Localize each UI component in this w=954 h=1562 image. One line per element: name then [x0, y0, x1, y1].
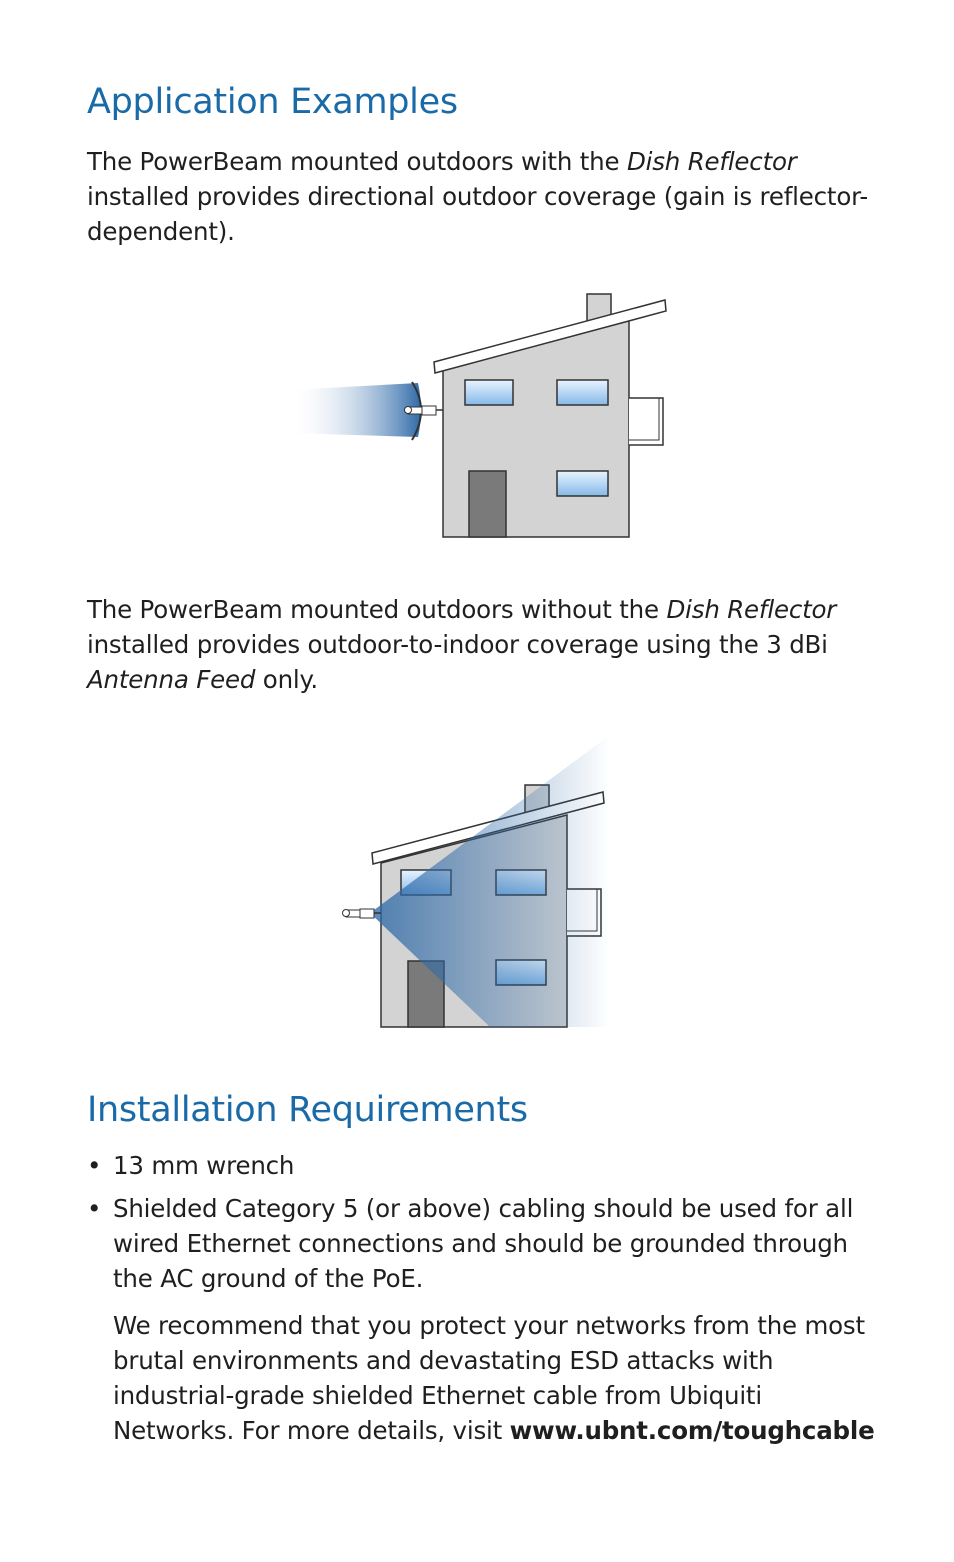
window: [557, 380, 608, 405]
item-cabling: Shielded Category 5 (or above) cabling should be used for all wired Ethernet connections and should be grounded through the AC ground of the PoE.: [113, 1194, 854, 1293]
heading-application-examples: Application Examples: [87, 82, 458, 122]
side-box: [629, 398, 663, 445]
para2-text: The PowerBeam mounted outdoors without the: [87, 595, 667, 624]
house-with-dish-illustration: [280, 285, 680, 545]
window: [557, 471, 608, 496]
house-with-antenna-feed-illustration: [330, 735, 620, 1035]
para2-middle: installed provides outdoor-to-indoor coverage using the 3 dBi: [87, 630, 828, 659]
para2-italic: Dish Reflector: [666, 595, 837, 624]
signal-beam: [288, 383, 421, 437]
list-item: [87, 1191, 877, 1296]
para1-italic: Dish Reflector: [626, 147, 797, 176]
note-paragraph: [87, 1308, 877, 1448]
door: [469, 471, 506, 537]
note-text: We recommend that you protect your networks from the most brutal environments and devastating ESD attacks with industrial-grade shielded Ethernet cable from Ubiquiti Networks. For more details, visit: [113, 1311, 865, 1445]
para1-rest: installed provides directional outdoor coverage (gain is reflector-dependent).: [87, 182, 869, 246]
paragraph-with-reflector: [87, 144, 887, 249]
antenna-feed-icon: [405, 406, 444, 415]
para2-italic-feed: Antenna Feed: [87, 665, 256, 694]
requirements-list: [87, 1148, 877, 1448]
window: [465, 380, 513, 405]
bullet: •: [87, 1194, 102, 1223]
item-wrench: 13 mm wrench: [113, 1151, 295, 1180]
paragraph-without-reflector: [87, 592, 887, 697]
bullet: •: [87, 1151, 102, 1180]
para1-text: The PowerBeam mounted outdoors with the: [87, 147, 627, 176]
list-item: [87, 1148, 877, 1183]
para2-end: only.: [255, 665, 318, 694]
heading-installation-requirements: Installation Requirements: [87, 1090, 528, 1130]
toughcable-link[interactable]: www.ubnt.com/toughcable: [509, 1416, 875, 1445]
